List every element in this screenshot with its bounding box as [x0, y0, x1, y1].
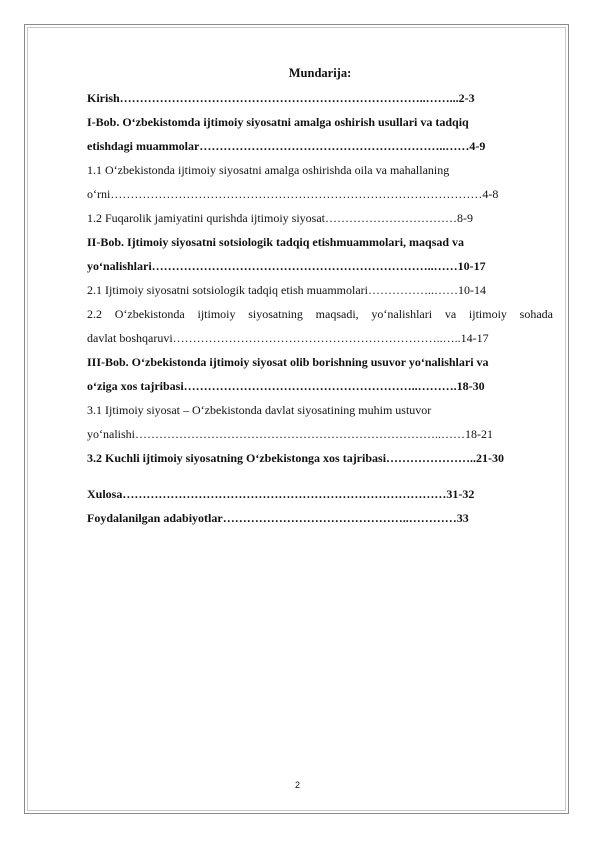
toc-entry-1-1-cont: o‘rni…………………………………………………………………………………4-8	[87, 187, 499, 201]
toc-entry-2-1: 2.1 Ijtimoiy siyosatni sotsiologik tadqiq etish muammolari……………..……10-14	[87, 283, 486, 297]
toc-entry-3-1-cont: yo‘nalishi…………………………………………………………………..……18-21	[87, 427, 493, 441]
toc-entry-3-1: 3.1 Ijtimoiy siyosat – O‘zbekistonda davlat siyosatining muhim ustuvor	[87, 403, 432, 417]
toc-entry-1-2: 1.2 Fuqarolik jamiyatini qurishda ijtimoiy siyosat……………………………8-9	[87, 211, 473, 225]
page-number: 2	[294, 780, 300, 790]
toc-entry-2-2-cont: davlat boshqaruvi…………………………………………………………..…..14-17	[87, 331, 489, 345]
toc-entry-chapter-1-cont: etishdagi muammolar……………………………………………………..……4-9	[87, 139, 486, 153]
toc-entry-chapter-3-cont: o‘ziga xos tajribasi…………………………………………………..……….18-30	[87, 379, 485, 393]
toc-entry-chapter-2-cont: yo‘nalishlari……………………………………………………………..……10-17	[87, 259, 486, 273]
toc-entry-2-2: 2.2 O‘zbekistonda ijtimoiy siyosatning maqsadi, yo‘nalishlari va ijtimoiy sohada	[87, 307, 553, 321]
table-of-contents	[87, 62, 553, 530]
toc-entry-chapter-2: II-Bob. Ijtimoiy siyosatni sotsiologik tadqiq etishmuammolari, maqsad va	[87, 235, 465, 249]
toc-entry-chapter-1: I-Bob. O‘zbekistomda ijtimoiy siyosatni amalga oshirish usullari va tadqiq	[87, 115, 469, 129]
toc-entry-xulosa: Xulosa………………………………………………………………………31-32	[87, 487, 475, 501]
toc-title: Mundarija:	[288, 66, 352, 80]
toc-entry-1-1: 1.1 O‘zbekistonda ijtimoiy siyosatni amalga oshirishda oila va mahallaning	[87, 163, 450, 177]
toc-entry-chapter-3: III-Bob. O‘zbekistonda ijtimoiy siyosat olib borishning usuvor yo‘nalishlari va	[87, 355, 489, 369]
toc-entry-kirish: Kirish…………………………………………………………………..……...2-3	[87, 91, 475, 105]
toc-entry-references: Foydalanilgan adabiyotlar………………………………………..…………33	[87, 511, 469, 525]
toc-entry-3-2: 3.2 Kuchli ijtimoiy siyosatning O‘zbekistonga xos tajribasi…………………..21-30	[87, 451, 505, 465]
